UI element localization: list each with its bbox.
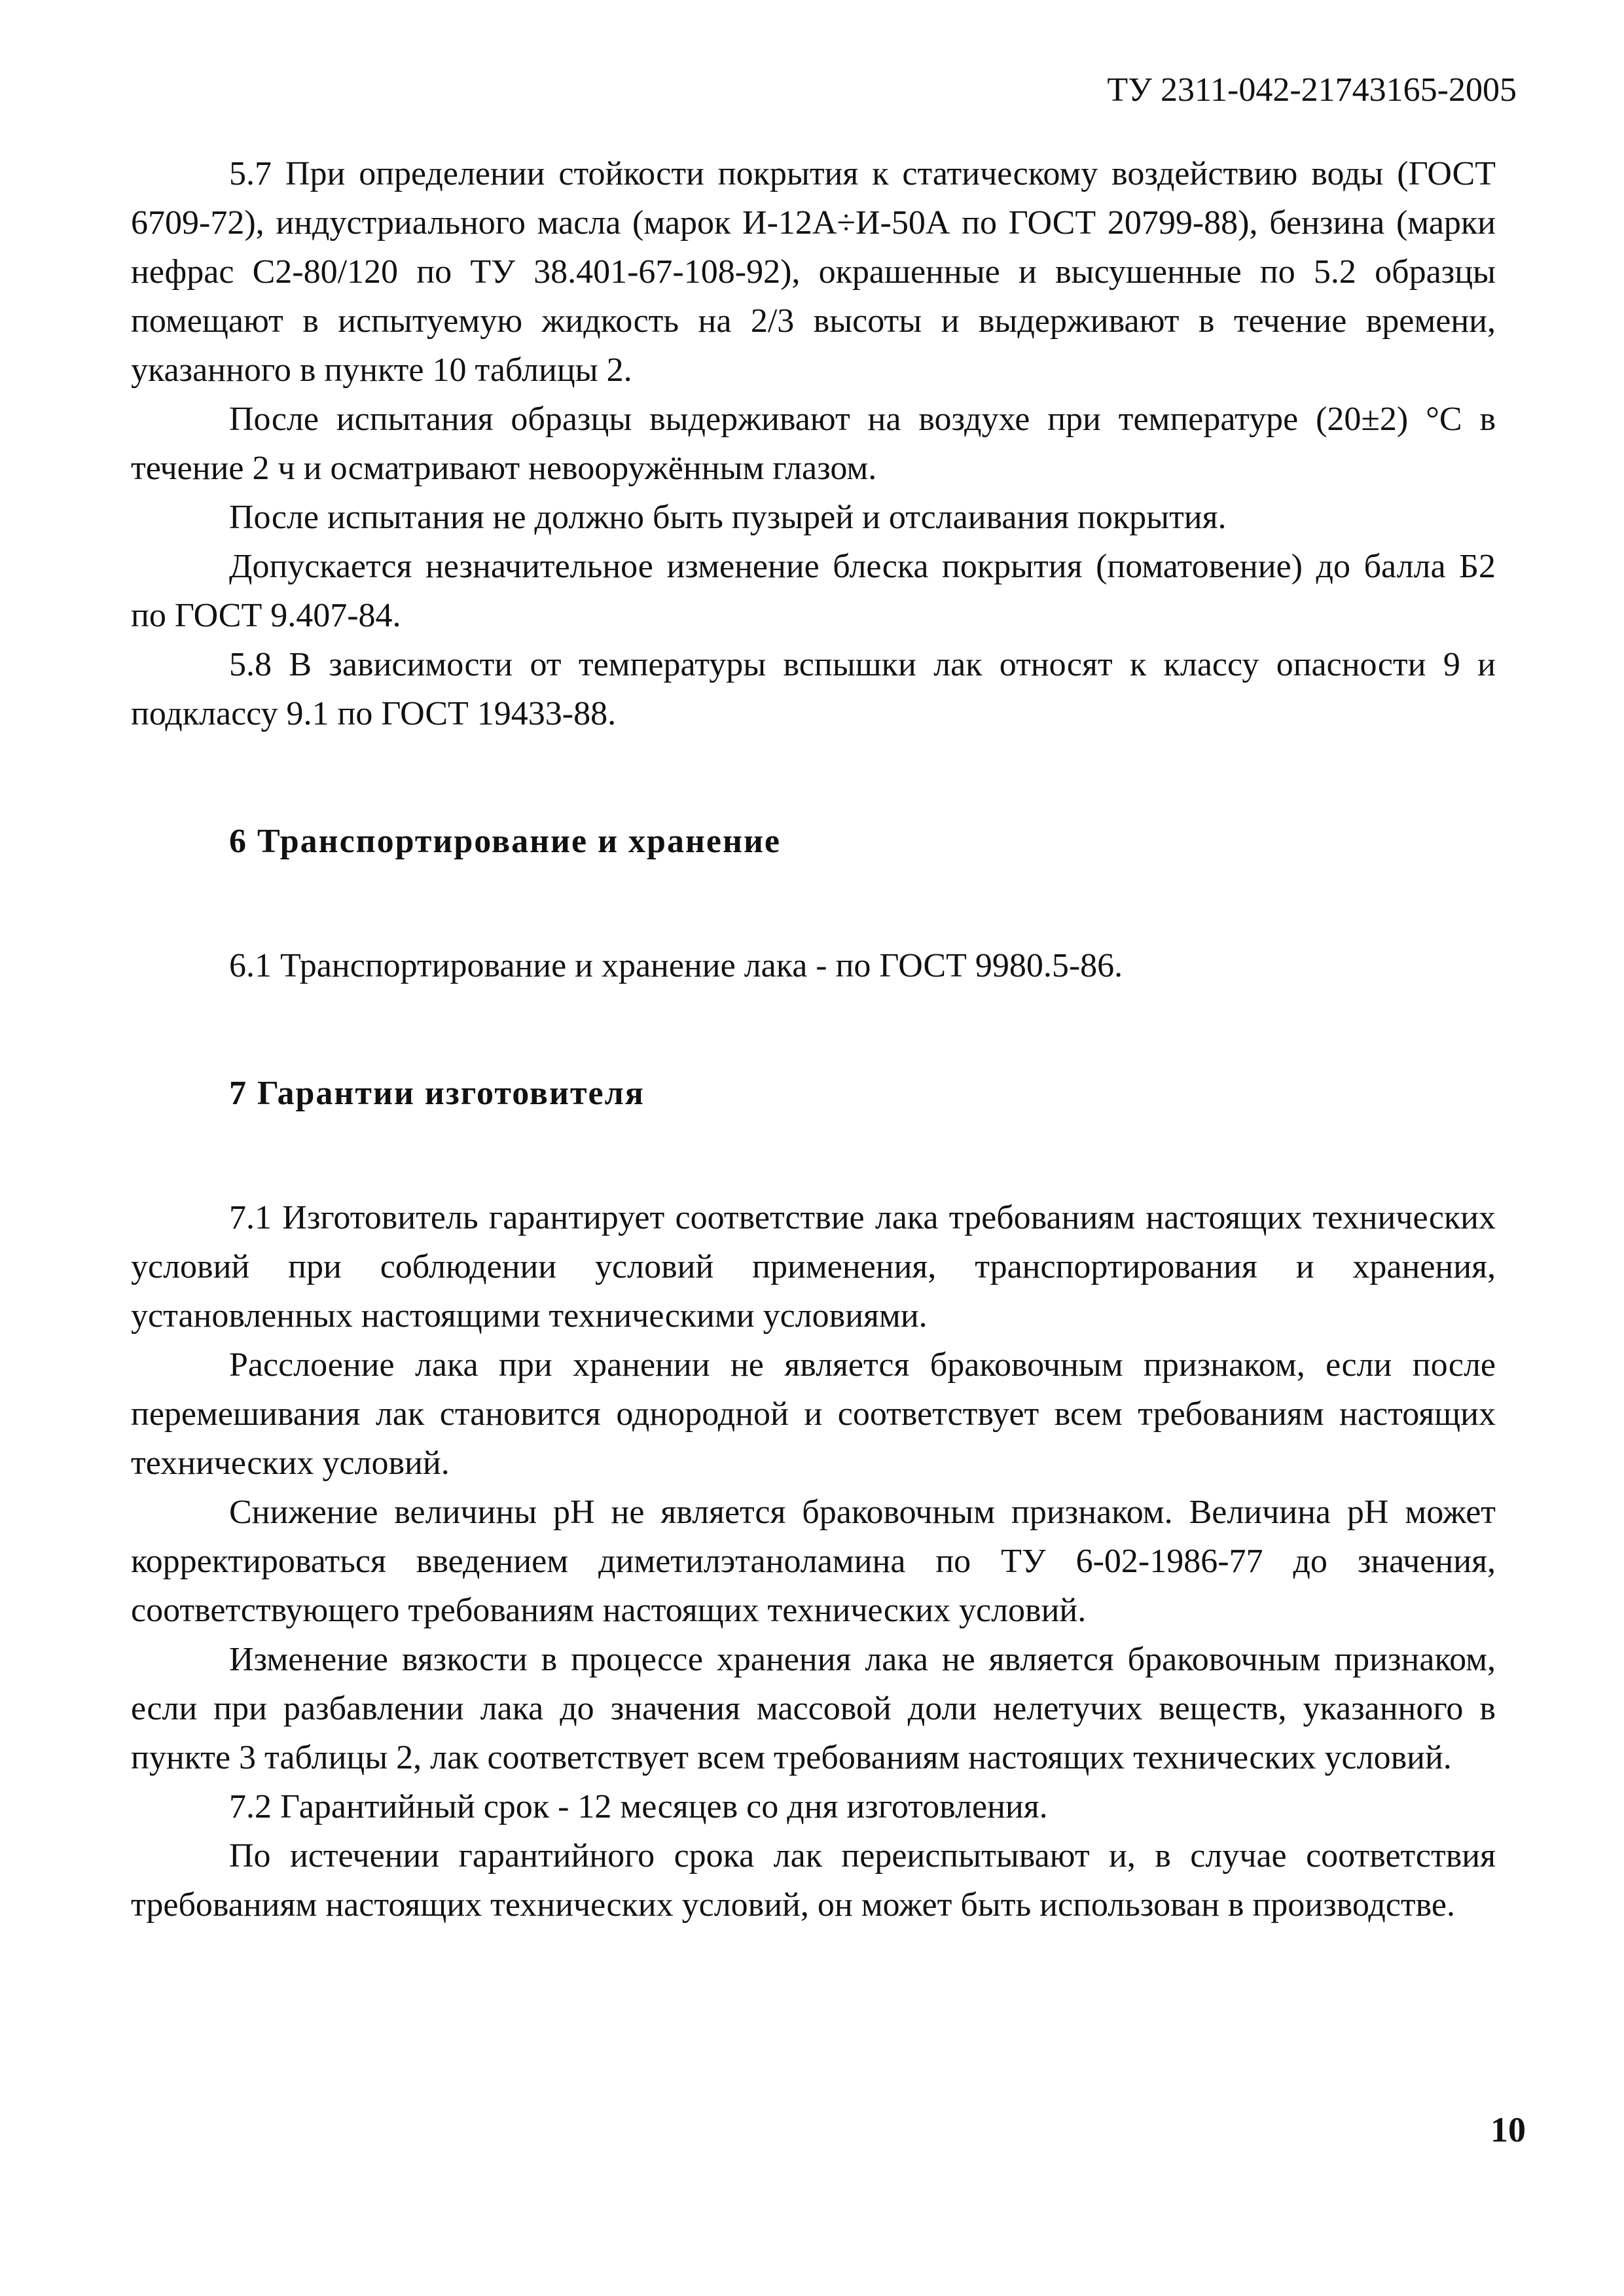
paragraph-7-1-separation: Расслоение лака при хранении не является браковочным признаком, если после перемешивания лак становится однородной и соответствует всем требованиям настоящих технических условий. (131, 1346, 1496, 1482)
paragraph-7-1-viscosity: Изменение вязкости в процессе хранения лака не является браковочным признаком, если при разбавлении лака до значения массовой доли нелетучих веществ, указанного в пункте 3 таблицы 2, лак соответствует всем требованиям настоящих технических условий. (131, 1641, 1496, 1776)
section-6-heading: 6 Транспортирование и хранение (229, 823, 781, 860)
spacer (131, 990, 1496, 1069)
paragraph-7-1-ph: Снижение величины рН не является браковочным признаком. Величина рН может корректироваться введением диметилэтаноламина по ТУ 6-02-1986-77 до значения, соответствующего требованиям настоящих технических условий. (131, 1494, 1496, 1629)
document-code: ТУ 2311-042-21743165-2005 (1107, 71, 1517, 109)
section-7-heading: 7 Гарантии изготовителя (229, 1075, 645, 1112)
spacer (131, 866, 1496, 941)
paragraph-7-2-retest: По истечении гарантийного срока лак переиспытывают и, в случае соответствия требованиям настоящих технических условий, он может быть использован в производстве. (131, 1837, 1496, 1924)
paragraph-5-7-inspection: После испытания образцы выдерживают на воздухе при температуре (20±2) °С в течение 2 ч и осматривают невооружённым глазом. (131, 401, 1496, 487)
page-number: 10 (1490, 2110, 1526, 2149)
paragraph-6-1: 6.1 Транспортирование и хранение лака - по ГОСТ 9980.5-86. (229, 947, 1123, 984)
paragraph-7-2: 7.2 Гарантийный срок - 12 месяцев со дня изготовления. (229, 1788, 1048, 1825)
paragraph-5-7: 5.7 При определении стойкости покрытия к статическому воздействию воды (ГОСТ 6709-72), индустриального масла (марок И-12А÷И-50А по ГОСТ 20799-88), бензина (марки нефрас С2-80/120 по ТУ 38.401-67-108-92), окрашенные и высушенные по 5.2 образцы помещают в испытуемую жидкость на 2/3 высоты и выдерживают в течение времени, указанного в пункте 10 таблицы 2. (131, 155, 1496, 389)
page-body (131, 149, 1496, 1929)
paragraph-5-7-allowance: Допускается незначительное изменение блеска покрытия (поматовение) до балла Б2 по ГОСТ 9.407-84. (131, 548, 1496, 634)
paragraph-5-8: 5.8 В зависимости от температуры вспышки лак относят к классу опасности 9 и подклассу 9.1 по ГОСТ 19433-88. (131, 646, 1496, 732)
spacer (131, 1118, 1496, 1193)
spacer (131, 738, 1496, 817)
paragraph-7-1: 7.1 Изготовитель гарантирует соответствие лака требованиям настоящих технических условий при соблюдении условий применения, транспортирования и хранения, установленных настоящими техническими условиями. (131, 1199, 1496, 1335)
paragraph-5-7-requirement: После испытания не должно быть пузырей и отслаивания покрытия. (229, 499, 1227, 536)
